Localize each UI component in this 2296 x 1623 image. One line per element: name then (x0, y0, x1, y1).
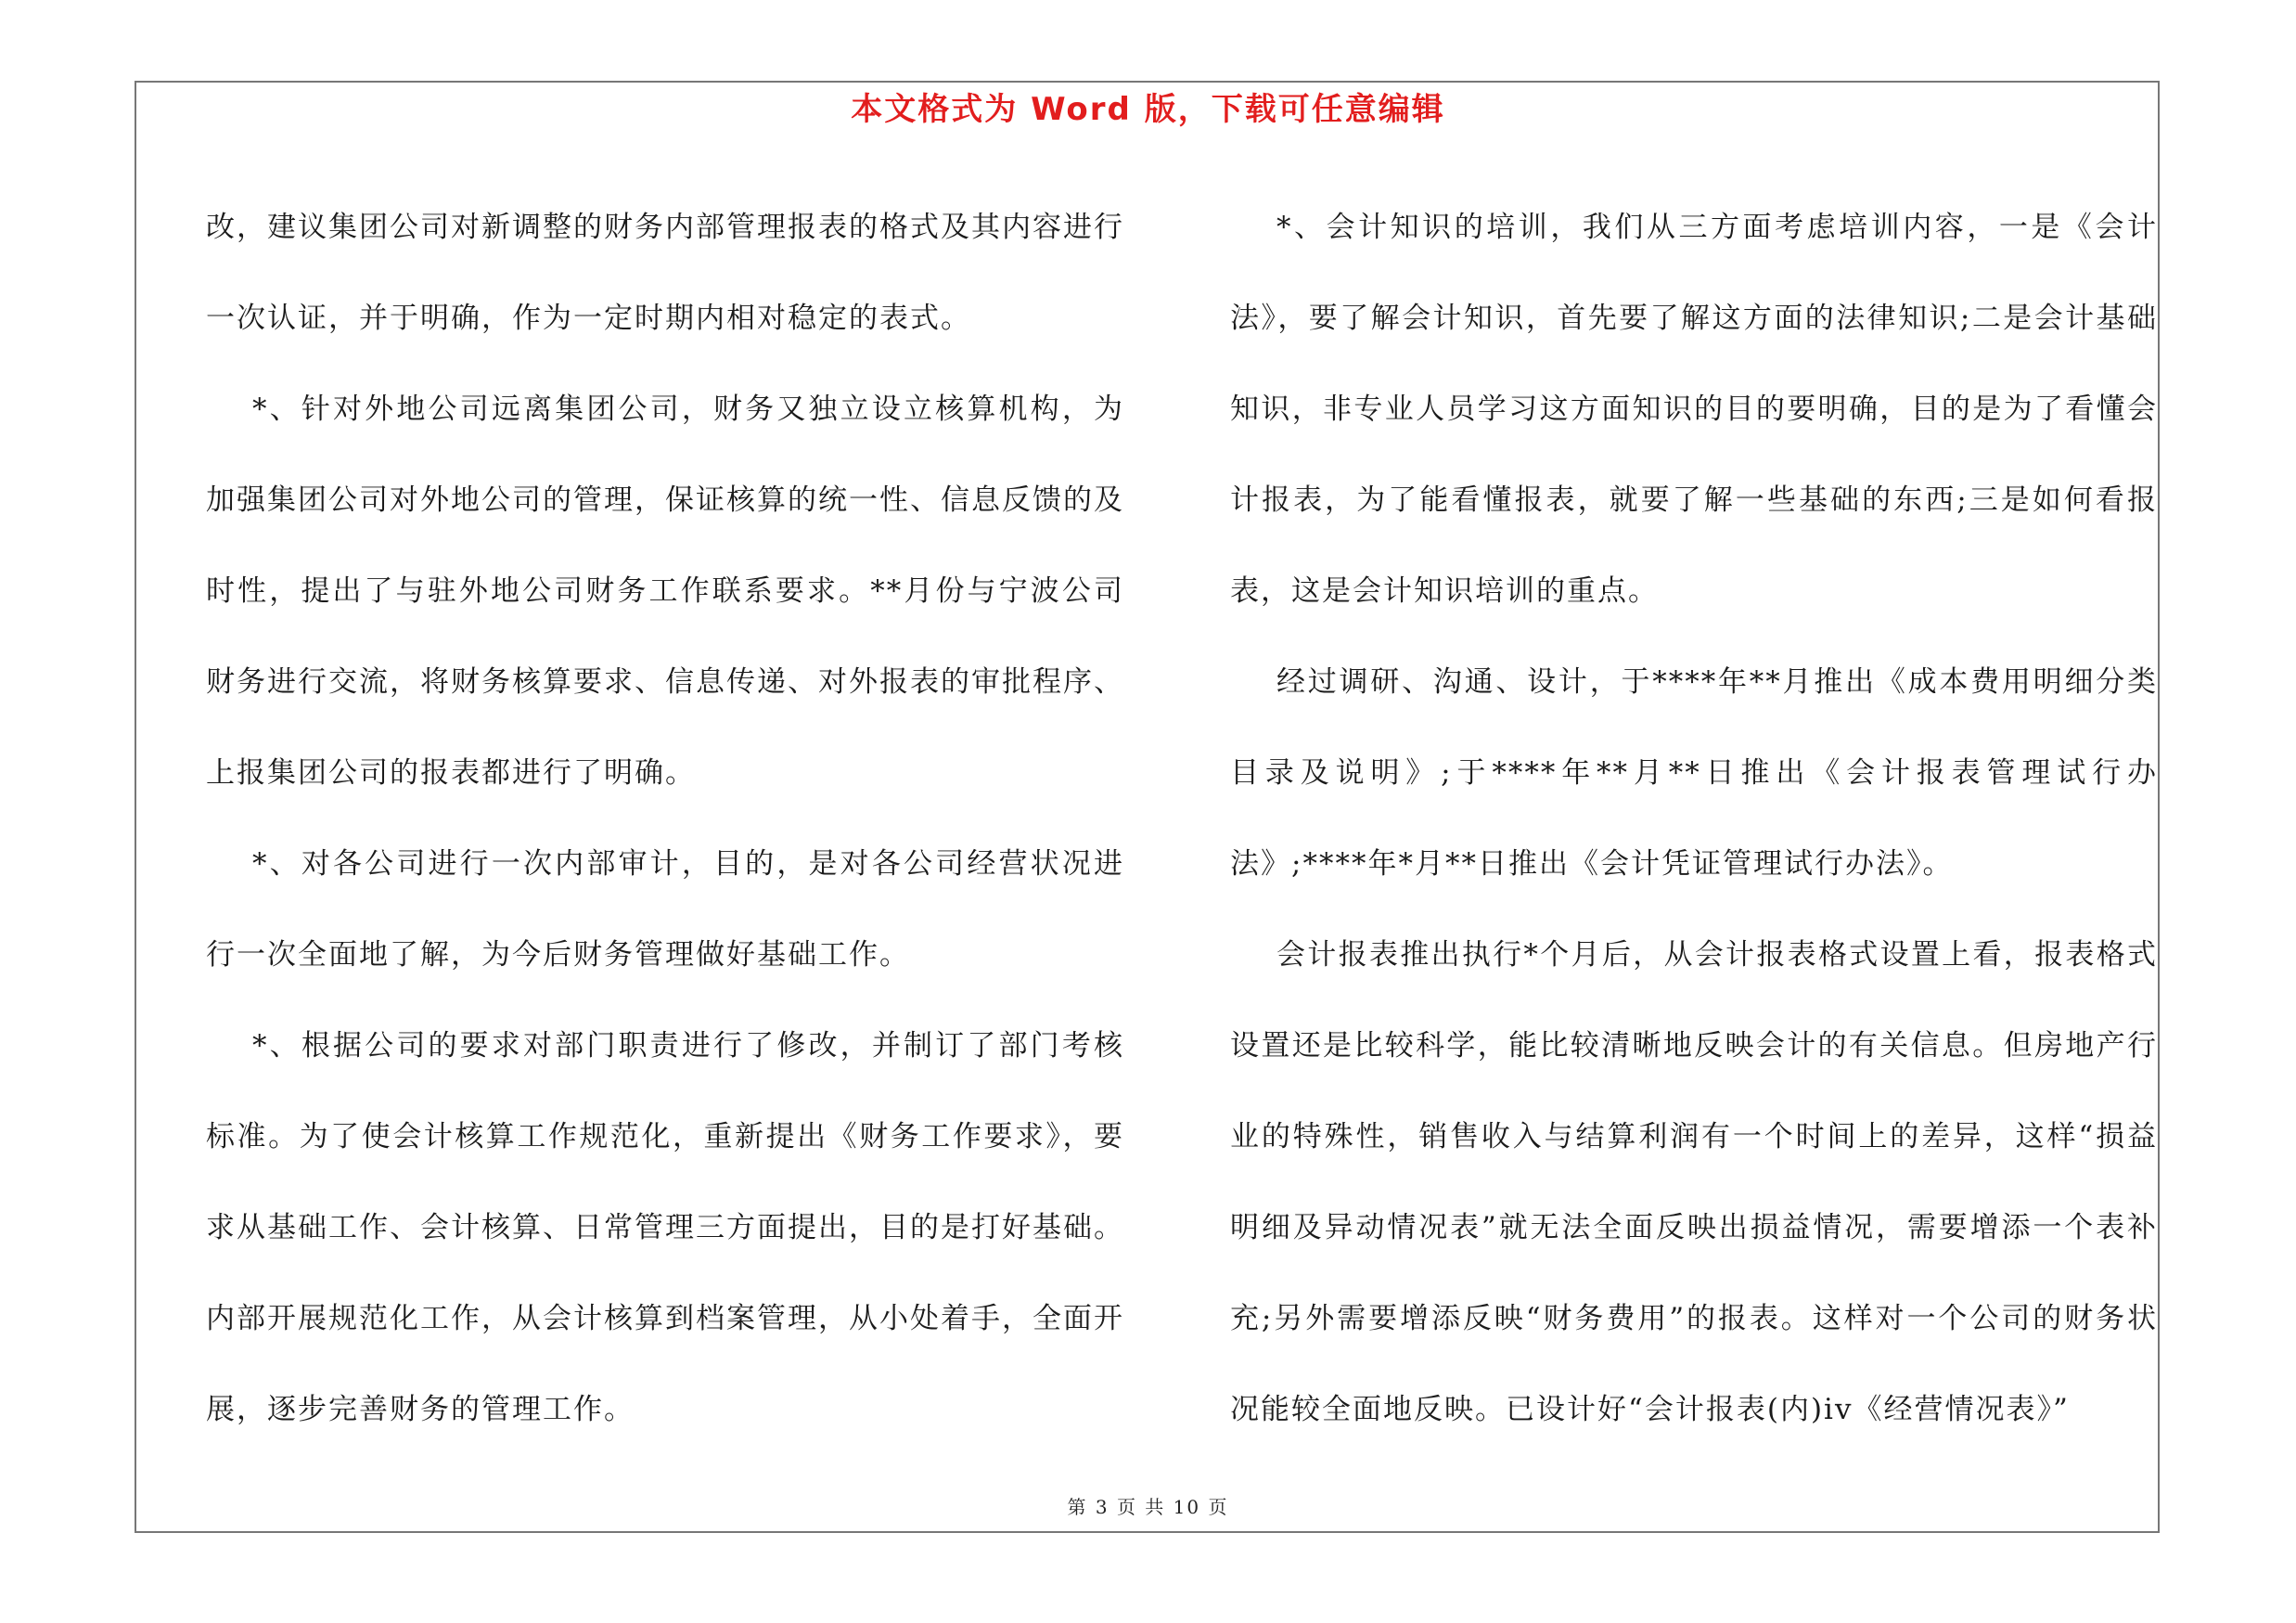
paragraph: *、会计知识的培训，我们从三方面考虑培训内容，一是《会计法》，要了解会计知识，首先要了解这方面的法律知识;二是会计基础知识，非专业人员学习这方面知识的目的要明确，目的是为了看懂会计报表，为了能看懂报表，就要了解一些基础的东西;三是如何看报表，这是会计知识培训的重点。 (1230, 211, 2158, 608)
right-column (1230, 182, 2158, 1455)
paragraph: 会计报表推出执行*个月后，从会计报表格式设置上看，报表格式设置还是比较科学，能比较清晰地反映会计的有关信息。但房地产行业的特殊性，销售收入与结算利润有一个时间上的差异，这样“损益明细及异动情况表”就无法全面反映出损益情况，需要增添一个表补充;另外需要增添反映“财务费用”的报表。这样对一个公司的财务状况能较全面地反映。已设计好“会计报表(内)iv《经营情况表》” (1230, 938, 2158, 1426)
paragraph: 经过调研、沟通、设计，于****年**月推出《成本费用明细分类目录及说明》;于****年**月**日推出《会计报表管理试行办法》;****年*月**日推出《会计凭证管理试行办法》。 (1230, 665, 2158, 881)
paragraph: *、对各公司进行一次内部审计，目的，是对各公司经营状况进行一次全面地了解，为今后财务管理做好基础工作。 (206, 847, 1124, 972)
paragraph: *、根据公司的要求对部门职责进行了修改，并制订了部门考核标准。为了使会计核算工作规范化，重新提出《财务工作要求》，要求从基础工作、会计核算、日常管理三方面提出，目的是打好基础。内部开展规范化工作，从会计核算到档案管理，从小处着手，全面开展，逐步完善财务的管理工作。 (206, 1029, 1124, 1426)
paragraph: 改，建议集团公司对新调整的财务内部管理报表的格式及其内容进行一次认证，并于明确，作为一定时期内相对稳定的表式。 (206, 211, 1124, 335)
format-banner: 本文格式为 Word 版，下载可任意编辑 (851, 91, 1445, 128)
left-column (206, 182, 1124, 1455)
page-number: 第 3 页 共 10 页 (1067, 1496, 1229, 1518)
paragraph: *、针对外地公司远离集团公司，财务又独立设立核算机构，为加强集团公司对外地公司的管理，保证核算的统一性、信息反馈的及时性，提出了与驻外地公司财务工作联系要求。**月份与宁波公司财务进行交流，将财务核算要求、信息传递、对外报表的审批程序、上报集团公司的报表都进行了明确。 (206, 393, 1124, 790)
